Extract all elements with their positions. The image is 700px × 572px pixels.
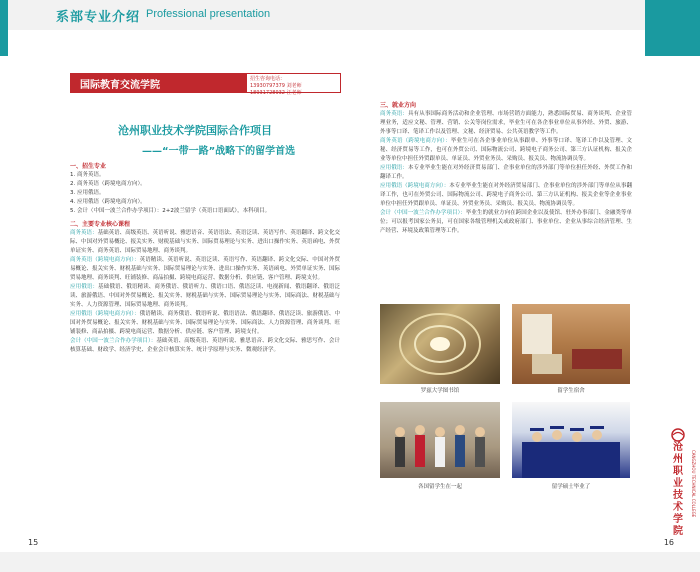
major-item: 1. 商务英语。 (70, 172, 105, 178)
course-paragraph: 应用俄语：基础俄语、俄语精读、商务俄语、俄语听力、俄语口语、俄语泛读、电视新闻、俄语翻译、俄语泛读、旅游俄语、中国对外贸易概论、报关实务、财税基础与实务、国际贸易理论与实务、国际商法、财税基础与实务、人力资源管理、国际贸易地理、商务谈判。 (70, 284, 340, 308)
major-item: 2. 商务英语（跨境电商方向）。 (70, 181, 146, 187)
phone-2: 18931728932 汪老师 (250, 90, 302, 96)
teal-edge-bar (0, 0, 8, 56)
section-subtitle: Professional presentation (146, 8, 271, 20)
graduation-illustration (512, 402, 630, 478)
section-courses-heading: 二、主要专业核心课程 (70, 221, 131, 228)
photo-caption: 各国留学生在一起 (417, 484, 462, 490)
major-item: 5. 会计（中国一波兰合作办学项目）：2+2波兰留学（英语口语面试），本科项目。 (70, 208, 271, 214)
graduation-photo (512, 402, 630, 478)
school-logo-icon (668, 428, 688, 442)
contact-box (246, 73, 341, 96)
career-paragraph: 商务英语：具有从事国际商务活动和企业管理、市场营销方面能力，熟悉国际贸易、商务谈判、企业管理业务，适应文秘、管理、营销、公关等岗位需求，毕业生可在各企事业单位从事外经、外贸、旅游、外事等口译、笔译工作以及管理、文秘、经济贸易、公共英语教学等工作。 (380, 111, 632, 135)
page-header (0, 0, 700, 28)
career-paragraph: 会计（中国一波兰合作办学项目）：毕业生的就业方向在跨国企业以及使馆、驻外办事部门、金融类等单位；可以报考国家公务员，可在国家各级管理机关或政府部门、事业单位、企业从事综合经济管理、生产经营、环境及政策管理等工作。 (380, 210, 632, 234)
left-column (70, 158, 340, 355)
career-paragraph: 商务英语（跨境电商方向）：毕业生可在各企事业单位从事跟单、外事等口译、笔译工作以及管理、文秘、经济贸易等工作，也可在外贸公司、国际物流公司、跨境电子商务公司、第三方认证机构、报关企业等单位中担任外贸跟单员、单证员、外贸业务员、采购员、报关员、物流协调员等。 (380, 138, 632, 162)
course-paragraph: 应用俄语（跨境电商方向）：俄语精读、商务俄语、俄语听说、俄语语法、俄语翻译、俄语泛读、旅游俄语、中国对外贸易概论、报关实务、财税基础与实务、国际贸易理论与实务、国际商法、人力资源管理、商务谈判、旺铺装修、商品拍摄、跨境电商运营、数据分析、供应链、客户管理、跨境支付。 (70, 311, 340, 335)
phone-label: 招生咨询电话： (250, 76, 286, 82)
course-paragraph: 会计（中国一波兰合作办学项目）：基础英语、高级英语、英语听说、雅思语音、跨文化交际、雅思写作、会计核算基础、财政学、经济学史、企业会计核算实务、统计学原理与实务、微观经济学。 (70, 338, 340, 353)
students-photo (380, 402, 500, 478)
photo-caption: 留学生宿舍 (557, 388, 585, 394)
library-illustration (380, 304, 500, 384)
headline-subtitle: ——“一带一路”战略下的留学首选 (142, 146, 296, 157)
students-illustration (380, 402, 500, 478)
library-photo (380, 304, 500, 384)
course-paragraph: 商务英语（跨境电商方向）：英语精读、英语听说、英语泛读、英语写作、英语翻译、跨文化交际、中国对外贸易概论、报关实务、财税基础与实务、国际贸易理论与实务、进出口操作实务、英语函电、外贸单证实务、国际贸易地理、商务谈判、旺铺装修、商品拍摄、跨境电商运营、数据分析、供应链、客户管理、跨境支付。 (70, 257, 340, 281)
school-name-english: CANGZHOU TECHNICAL COLLEGE (691, 450, 696, 518)
right-column (380, 97, 632, 236)
section-careers-heading: 三、就业方向 (380, 102, 417, 109)
major-item: 4. 应用俄语（跨境电商方向）。 (70, 199, 146, 205)
section-majors-heading: 一、招生专业 (70, 163, 107, 170)
dorm-photo (512, 304, 630, 384)
dorm-illustration (512, 304, 630, 384)
college-name: 国际教育交流学院 (80, 80, 160, 91)
teal-corner-bar (645, 0, 700, 56)
phone-1: 13930797379 刘老师 (250, 83, 302, 89)
photo-caption: 留学硕士毕业了 (551, 484, 591, 490)
section-title: 系部专业介绍 (56, 10, 141, 25)
school-name-vertical: 沧州职业技术学院 (673, 442, 683, 537)
photo-caption: 罗兹大学图书馆 (420, 388, 460, 394)
page-number-left: 15 (28, 538, 39, 547)
page-number-right: 16 (663, 538, 674, 547)
career-paragraph: 应用俄语（跨境电商方向）：本专业毕业生能在对外经济贸易部门、企事业单位的涉外部门等单位从事翻译工作，也可在外贸公司、国际物流公司、跨境电子商务公司、第三方认证机构、报关企业等企业事业单位中担任外贸跟单员、单证员、外贸业务员、采购员、报关员、物流协调员等。 (380, 183, 632, 207)
course-paragraph: 商务英语：基础英语、高级英语、英语听说、雅思语音、英语语法、英语泛读、英语写作、英语翻译、跨文化交际、中国对外贸易概论、报关实务、财税基础与实务、国际贸易理论与实务、进出口操作实务、英语函电、外贸单证实务、商务英语、国际贸易地理、商务谈判。 (70, 230, 340, 254)
headline-title: 沧州职业技术学院国际合作项目 (118, 124, 272, 137)
major-item: 3. 应用俄语。 (70, 190, 105, 196)
career-paragraph: 应用俄语：本专业毕业生能在对外经济贸易部门、企事业单位的涉外部门等单位担任外经、外贸工作和翻译工作。 (380, 165, 632, 180)
